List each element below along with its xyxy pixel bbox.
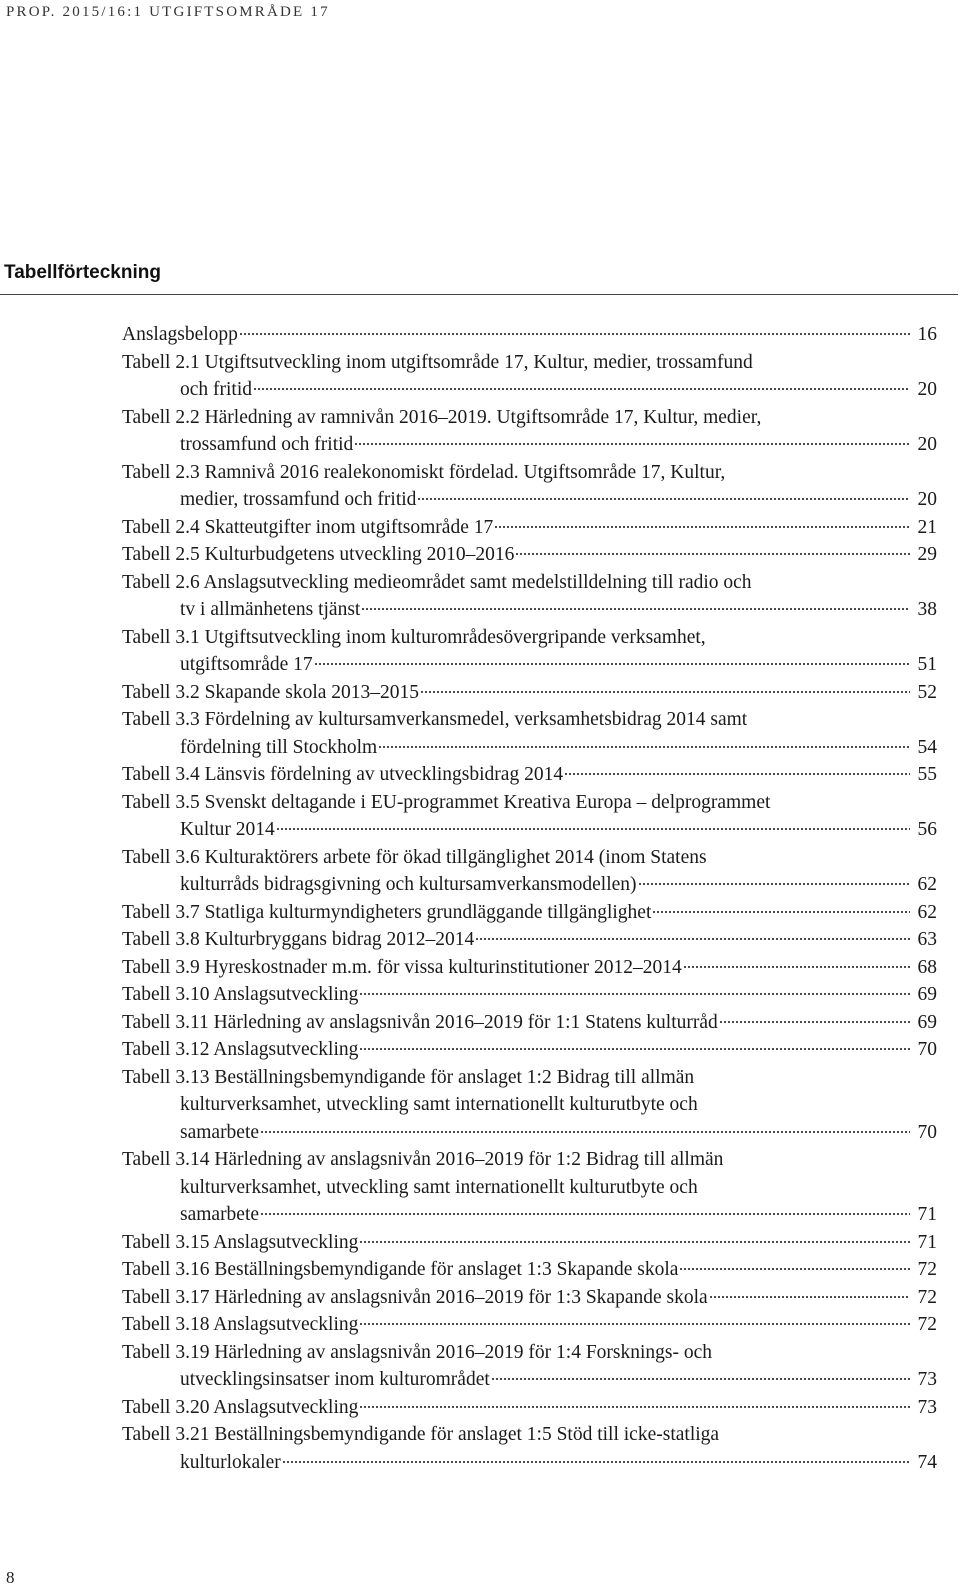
toc-entry[interactable] bbox=[122, 1036, 937, 1064]
toc-entry-title: Tabell 3.20 Anslagsutveckling bbox=[122, 1396, 359, 1418]
toc-entry-title: Tabell 2.4 Skatteutgifter inom utgiftsområde 17 bbox=[122, 516, 494, 538]
toc-entry-line bbox=[122, 1036, 937, 1064]
toc-entry-line bbox=[122, 1229, 937, 1257]
toc-entry-line bbox=[122, 1284, 937, 1312]
dot-leader bbox=[359, 1048, 910, 1050]
toc-entry-title: Tabell 3.12 Anslagsutveckling bbox=[122, 1039, 359, 1060]
toc-entry-continuation-line bbox=[122, 816, 937, 844]
toc-page-number: 69 bbox=[917, 1011, 937, 1033]
toc-entry-line bbox=[122, 761, 937, 789]
toc-entry-title: Tabell 2.2 Härledning av ramnivån 2016–2019. Utgiftsområde 17, Kultur, medier, bbox=[122, 406, 762, 428]
table-of-contents bbox=[122, 321, 937, 1476]
toc-page-number: 55 bbox=[917, 764, 937, 785]
toc-entry-line bbox=[122, 321, 937, 349]
toc-entry[interactable] bbox=[122, 404, 937, 459]
toc-entry-title: Tabell 3.14 Härledning av anslagsnivån 2016–2019 för 1:2 Bidrag till allmän bbox=[122, 1149, 724, 1170]
toc-entry[interactable] bbox=[122, 349, 937, 404]
toc-page-number: 52 bbox=[917, 681, 937, 703]
toc-entry[interactable] bbox=[122, 321, 937, 349]
toc-page-number: 70 bbox=[917, 1039, 937, 1060]
dot-leader bbox=[719, 1021, 910, 1023]
toc-entry-line bbox=[122, 844, 937, 872]
toc-entry[interactable] bbox=[122, 981, 937, 1009]
running-head: PROP. 2015/16:1 UTGIFTSOMRÅDE 17 bbox=[6, 4, 330, 20]
toc-entry[interactable] bbox=[122, 899, 937, 927]
toc-page-number: 20 bbox=[917, 489, 937, 510]
toc-page-number: 73 bbox=[917, 1396, 937, 1418]
toc-page-number: 71 bbox=[917, 1204, 937, 1225]
toc-entry-title: tv i allmänhetens tjänst bbox=[180, 599, 361, 620]
toc-entry[interactable] bbox=[122, 1064, 937, 1147]
dot-leader bbox=[253, 388, 910, 390]
toc-entry[interactable] bbox=[122, 1256, 937, 1284]
dot-leader bbox=[709, 1296, 910, 1298]
toc-entry-continuation-line bbox=[122, 376, 937, 404]
toc-entry[interactable] bbox=[122, 679, 937, 707]
toc-entry-continuation-line bbox=[122, 596, 937, 624]
toc-entry-title: Tabell 3.15 Anslagsutveckling bbox=[122, 1231, 359, 1253]
toc-entry-title: utgiftsområde 17 bbox=[180, 654, 313, 675]
toc-entry-title: Tabell 3.11 Härledning av anslagsnivån 2016–2019 för 1:1 Statens kulturråd bbox=[122, 1011, 718, 1033]
toc-entry-title: Tabell 3.13 Beställningsbemyndigande för anslaget 1:2 Bidrag till allmän bbox=[122, 1066, 695, 1088]
toc-page-number: 63 bbox=[917, 929, 937, 950]
toc-entry-line bbox=[122, 1009, 937, 1037]
toc-entry-line bbox=[122, 926, 937, 954]
toc-entry-continuation-line bbox=[122, 651, 937, 679]
dot-leader bbox=[239, 333, 910, 335]
toc-entry[interactable] bbox=[122, 844, 937, 899]
toc-entry-line bbox=[122, 349, 937, 377]
dot-leader bbox=[359, 1241, 910, 1243]
toc-entry-line bbox=[122, 624, 937, 652]
toc-entry-line bbox=[122, 1256, 937, 1284]
toc-entry-title: Tabell 3.7 Statliga kulturmyndigheters grundläggande tillgänglighet bbox=[122, 901, 652, 923]
toc-page-number: 72 bbox=[917, 1314, 937, 1335]
toc-entry-line bbox=[122, 1394, 937, 1422]
toc-page-number: 71 bbox=[917, 1231, 937, 1253]
toc-entry[interactable] bbox=[122, 761, 937, 789]
toc-entry-continuation-line bbox=[122, 1119, 937, 1147]
page-number: 8 bbox=[6, 1568, 15, 1587]
dot-leader bbox=[420, 691, 910, 693]
dot-leader bbox=[282, 1461, 910, 1463]
toc-entry[interactable] bbox=[122, 1339, 937, 1394]
toc-entry-title: Tabell 3.9 Hyreskostnader m.m. för vissa kulturinstitutioner 2012–2014 bbox=[122, 956, 682, 978]
toc-page-number: 16 bbox=[917, 324, 937, 345]
toc-entry-continuation-line bbox=[122, 1174, 937, 1202]
toc-entry-line bbox=[122, 899, 937, 927]
toc-page-number: 20 bbox=[917, 379, 937, 400]
toc-entry-title: fördelning till Stockholm bbox=[180, 736, 378, 758]
toc-entry[interactable] bbox=[122, 1311, 937, 1339]
toc-page-number: 68 bbox=[917, 956, 937, 978]
toc-page-number: 54 bbox=[917, 736, 937, 758]
toc-entry-line bbox=[122, 459, 937, 487]
toc-entry-title: och fritid bbox=[180, 379, 253, 400]
toc-entry-line bbox=[122, 1311, 937, 1339]
toc-entry[interactable] bbox=[122, 1146, 937, 1229]
toc-entry[interactable] bbox=[122, 1229, 937, 1257]
toc-entry-line bbox=[122, 1064, 937, 1092]
toc-entry-title: trossamfund och fritid bbox=[180, 434, 354, 455]
dot-leader bbox=[378, 746, 910, 748]
toc-entry-line bbox=[122, 404, 937, 432]
toc-entry[interactable] bbox=[122, 541, 937, 569]
toc-entry-title: Tabell 3.19 Härledning av anslagsnivån 2016–2019 för 1:4 Forsknings- och bbox=[122, 1341, 713, 1363]
toc-entry-title: Tabell 2.5 Kulturbudgetens utveckling 2010–2016 bbox=[122, 544, 515, 565]
toc-page-number: 73 bbox=[917, 1369, 937, 1390]
toc-entry-title: kulturråds bidragsgivning och kultursamverkansmodellen) bbox=[180, 874, 637, 895]
toc-entry-title: kulturlokaler bbox=[180, 1451, 281, 1473]
toc-page-number: 62 bbox=[917, 901, 937, 923]
toc-entry-line bbox=[122, 706, 937, 734]
toc-entry[interactable] bbox=[122, 569, 937, 624]
dot-leader bbox=[683, 966, 910, 968]
dot-leader bbox=[314, 663, 910, 665]
toc-entry[interactable] bbox=[122, 706, 937, 761]
toc-entry-line bbox=[122, 981, 937, 1009]
toc-page-number: 74 bbox=[917, 1451, 937, 1473]
toc-entry[interactable] bbox=[122, 514, 937, 542]
section-title: Tabellförteckning bbox=[4, 262, 161, 283]
dot-leader bbox=[359, 1323, 910, 1325]
toc-entry-title: utvecklingsinsatser inom kulturområdet bbox=[180, 1369, 490, 1390]
dot-leader bbox=[354, 443, 910, 445]
toc-entry[interactable] bbox=[122, 954, 937, 982]
toc-page-number: 29 bbox=[917, 544, 937, 565]
toc-entry-title: Tabell 2.6 Anslagsutveckling medieområdet samt medelstilldelning till radio och bbox=[122, 571, 752, 593]
toc-entry-title: Tabell 3.3 Fördelning av kultursamverkansmedel, verksamhetsbidrag 2014 samt bbox=[122, 709, 748, 730]
toc-entry-title: Tabell 3.17 Härledning av anslagsnivån 2016–2019 för 1:3 Skapande skola bbox=[122, 1286, 708, 1308]
dot-leader bbox=[638, 883, 910, 885]
toc-entry-continuation-line bbox=[122, 1366, 937, 1394]
dot-leader bbox=[260, 1131, 910, 1133]
toc-entry-title: Tabell 3.16 Beställningsbemyndigande för anslaget 1:3 Skapande skola bbox=[122, 1259, 679, 1280]
toc-entry-title: Tabell 3.10 Anslagsutveckling bbox=[122, 984, 359, 1005]
toc-entry-continuation-line bbox=[122, 1449, 937, 1477]
dot-leader bbox=[359, 993, 910, 995]
toc-entry-continuation-line bbox=[122, 1201, 937, 1229]
dot-leader bbox=[564, 773, 910, 775]
toc-entry-title: Tabell 3.18 Anslagsutveckling bbox=[122, 1314, 359, 1335]
toc-entry-continuation-line bbox=[122, 734, 937, 762]
toc-page-number: 69 bbox=[917, 984, 937, 1005]
toc-entry-line bbox=[122, 954, 937, 982]
toc-entry-line bbox=[122, 1339, 937, 1367]
toc-entry-title: kulturverksamhet, utveckling samt internationellt kulturutbyte och bbox=[180, 1094, 698, 1115]
toc-page-number: 72 bbox=[917, 1259, 937, 1280]
toc-entry-title: Tabell 3.5 Svenskt deltagande i EU-programmet Kreativa Europa – delprogrammet bbox=[122, 791, 771, 813]
toc-entry-title: Tabell 3.6 Kulturaktörers arbete för ökad tillgänglighet 2014 (inom Statens bbox=[122, 846, 707, 868]
dot-leader bbox=[679, 1268, 910, 1270]
toc-entry-title: medier, trossamfund och fritid bbox=[180, 489, 417, 510]
toc-entry-title: Tabell 3.2 Skapande skola 2013–2015 bbox=[122, 681, 420, 703]
toc-entry[interactable] bbox=[122, 789, 937, 844]
toc-page-number: 72 bbox=[917, 1286, 937, 1308]
toc-entry-title: Kultur 2014 bbox=[180, 819, 275, 840]
dot-leader bbox=[361, 608, 910, 610]
toc-page-number: 51 bbox=[917, 654, 937, 675]
toc-entry-title: Anslagsbelopp bbox=[122, 324, 238, 345]
toc-entry-line bbox=[122, 569, 937, 597]
toc-page-number: 70 bbox=[917, 1121, 937, 1143]
toc-entry-title: Tabell 3.4 Länsvis fördelning av utvecklingsbidrag 2014 bbox=[122, 764, 564, 785]
toc-entry[interactable] bbox=[122, 1421, 937, 1476]
toc-page-number: 20 bbox=[917, 434, 937, 455]
dot-leader bbox=[494, 526, 910, 528]
toc-entry-line bbox=[122, 789, 937, 817]
toc-entry-continuation-line bbox=[122, 1091, 937, 1119]
toc-entry-line bbox=[122, 1146, 937, 1174]
dot-leader bbox=[515, 553, 910, 555]
toc-entry-line bbox=[122, 679, 937, 707]
toc-entry-title: Tabell 3.21 Beställningsbemyndigande för anslaget 1:5 Stöd till icke-statliga bbox=[122, 1424, 720, 1445]
toc-entry-title: Tabell 3.8 Kulturbryggans bidrag 2012–2014 bbox=[122, 929, 475, 950]
section-divider bbox=[0, 294, 958, 295]
toc-page-number: 38 bbox=[917, 599, 937, 620]
toc-entry-continuation-line bbox=[122, 871, 937, 899]
toc-entry-title: Tabell 3.1 Utgiftsutveckling inom kulturområdesövergripande verksamhet, bbox=[122, 626, 706, 648]
dot-leader bbox=[276, 828, 910, 830]
toc-page-number: 56 bbox=[917, 819, 937, 840]
dot-leader bbox=[359, 1406, 910, 1408]
dot-leader bbox=[491, 1378, 910, 1380]
toc-entry-continuation-line bbox=[122, 431, 937, 459]
dot-leader bbox=[417, 498, 910, 500]
toc-entry[interactable] bbox=[122, 624, 937, 679]
toc-entry-line bbox=[122, 1421, 937, 1449]
toc-page-number: 21 bbox=[917, 516, 937, 538]
toc-entry-title: samarbete bbox=[180, 1204, 260, 1225]
toc-entry[interactable] bbox=[122, 459, 937, 514]
toc-entry[interactable] bbox=[122, 1394, 937, 1422]
dot-leader bbox=[260, 1213, 910, 1215]
toc-entry-continuation-line bbox=[122, 486, 937, 514]
toc-entry[interactable] bbox=[122, 926, 937, 954]
dot-leader bbox=[652, 911, 910, 913]
toc-entry-line bbox=[122, 541, 937, 569]
toc-entry[interactable] bbox=[122, 1284, 937, 1312]
toc-entry-title: Tabell 2.3 Ramnivå 2016 realekonomiskt fördelad. Utgiftsområde 17, Kultur, bbox=[122, 461, 726, 483]
toc-entry-title: Tabell 2.1 Utgiftsutveckling inom utgiftsområde 17, Kultur, medier, trossamfund bbox=[122, 351, 753, 373]
toc-entry-line bbox=[122, 514, 937, 542]
dot-leader bbox=[475, 938, 910, 940]
toc-entry[interactable] bbox=[122, 1009, 937, 1037]
toc-entry-title: kulturverksamhet, utveckling samt internationellt kulturutbyte och bbox=[180, 1176, 698, 1198]
toc-entry-title: samarbete bbox=[180, 1121, 260, 1143]
toc-page-number: 62 bbox=[917, 874, 937, 895]
